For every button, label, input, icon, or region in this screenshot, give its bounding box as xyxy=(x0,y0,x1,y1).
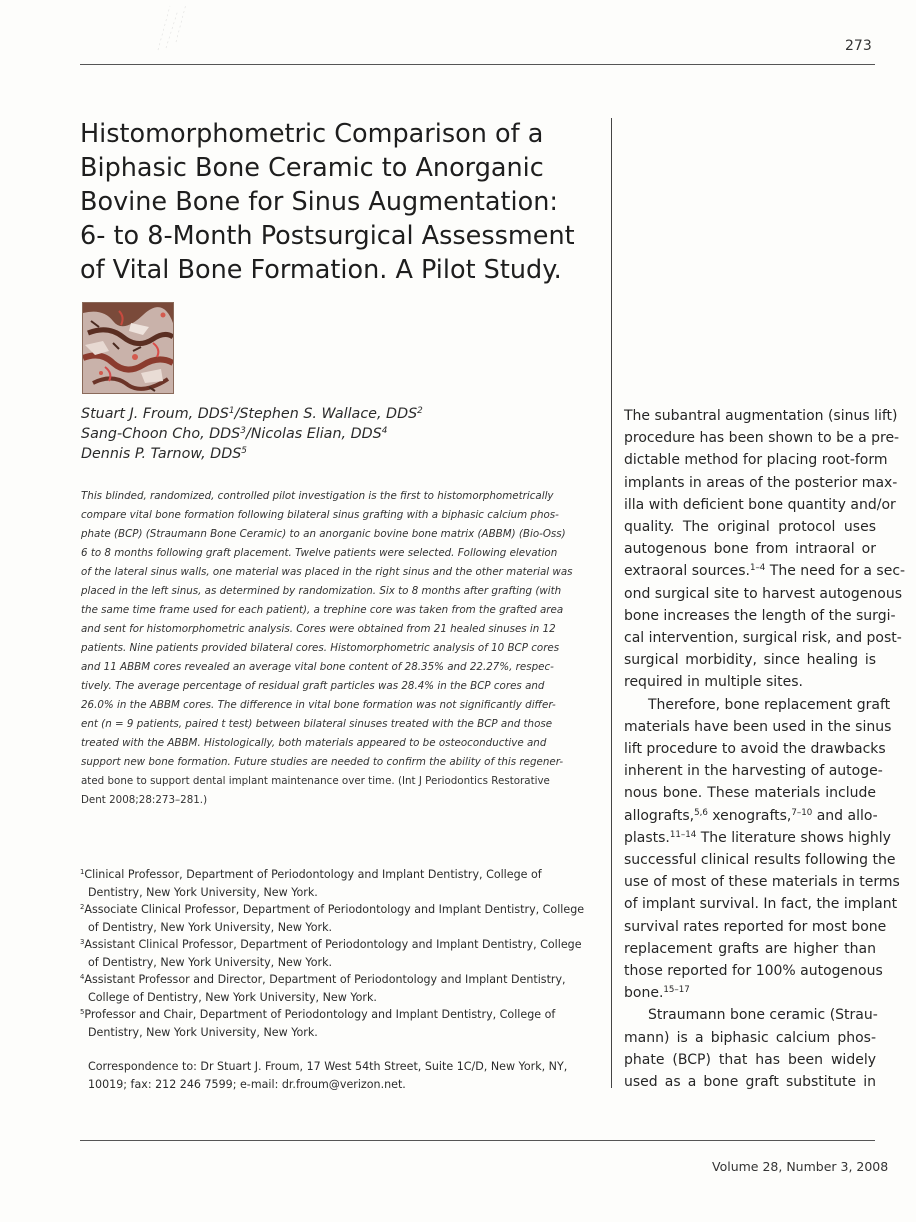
abstract-line: of the lateral sinus walls, one material was placed in the right sinus and the other material was xyxy=(81,566,573,578)
body-line: surgical morbidity, since healing is xyxy=(624,652,876,669)
abstract-line: 26.0% in the ABBM cores. The difference in vital bone formation was not significantly differ- xyxy=(81,699,556,711)
body-line: The subantral augmentation (sinus lift) xyxy=(624,408,898,424)
abstract-line: and sent for histomorphometric analysis. Cores were obtained from 21 healed sinuses in 12 xyxy=(81,623,556,635)
body-line: bone increases the length of the surgi- xyxy=(624,607,896,624)
body-line: cal intervention, surgical risk, and post- xyxy=(624,630,902,647)
abstract-line: the same time frame used for each patient), a trephine core was taken from the grafted area xyxy=(81,604,564,616)
body-line: replacement grafts are higher than xyxy=(624,940,876,957)
author-line: Sang-Choon Cho, DDS$^3$/Nicolas Elian, DDS$^4$ xyxy=(81,426,388,442)
correspondence-line: 10019; fax: 212 246 7599; e-mail: dr.froum@verizon.net. xyxy=(88,1078,406,1091)
abstract-line: compare vital bone formation following bilateral sinus grafting with a biphasic calcium phos- xyxy=(81,509,559,521)
title-line: Bovine Bone for Sinus Augmentation: xyxy=(80,187,558,217)
abstract-line: 6 to 8 months following graft placement. Twelve patients were selected. Following elevation xyxy=(81,547,558,559)
header-rule xyxy=(80,64,875,65)
affiliation-entry: $^4$Assistant Professor and Director, Department of Periodontology and Implant Dentistry, College of Dentistry, New York University, New York. xyxy=(80,973,566,1004)
body-line: ond surgical site to harvest autogenous xyxy=(624,585,903,602)
body-line: survival rates reported for most bone xyxy=(624,918,887,935)
abstract-line: This blinded, randomized, controlled pilot investigation is the first to histomorphometrically xyxy=(81,490,554,502)
author-line: Stuart J. Froum, DDS$^1$/Stephen S. Wallace, DDS$^2$ xyxy=(81,406,423,422)
body-line: phate (BCP) that has been widely xyxy=(624,1051,876,1068)
column-divider xyxy=(611,118,612,1088)
body-line: successful clinical results following the xyxy=(624,852,896,869)
abstract-line: patients. Nine patients provided bilateral cores. Histomorphometric analysis of 10 BCP cores xyxy=(81,642,560,654)
body-line: use of most of these materials in terms xyxy=(624,874,900,891)
body-line: those reported for 100% autogenous xyxy=(624,963,883,980)
body-line: materials have been used in the sinus xyxy=(624,718,892,735)
body-line: Therefore, bone replacement graft xyxy=(648,696,891,713)
abstract-line: Dent 2008;28:273–281.) xyxy=(81,794,208,806)
abstract-line: placed in the left sinus, as determined by randomization. Six to 8 months after grafting (with xyxy=(81,585,562,597)
body-line: required in multiple sites. xyxy=(624,674,803,691)
affiliation-entry: $^3$Assistant Clinical Professor, Department of Periodontology and Implant Dentistry, College of Dentistry, New York University, New York. xyxy=(80,938,582,969)
article-title xyxy=(80,117,600,287)
body-line: nous bone. These materials include xyxy=(624,785,876,802)
abstract-line: ent (n = 9 patients, paired t test) between bilateral sinuses treated with the BCP and those xyxy=(81,718,553,730)
correspondence xyxy=(88,1058,598,1094)
body-line: mann) is a biphasic calcium phos- xyxy=(624,1029,876,1046)
author-list xyxy=(81,404,591,464)
body-line: of implant survival. In fact, the implant xyxy=(624,896,898,913)
affiliation-entry: $^2$Associate Clinical Professor, Department of Periodontology and Implant Dentistry, College of Dentistry, New York University, New York. xyxy=(80,903,585,934)
histology-image xyxy=(83,303,173,393)
abstract-line: and 11 ABBM cores revealed an average vital bone content of 28.35% and 22.27%, respec- xyxy=(81,661,554,673)
body-line: used as a bone graft substitute in xyxy=(624,1074,876,1091)
body-line: extraoral sources.$^{1-4}$ The need for a sec- xyxy=(624,563,906,580)
title-line: Histomorphometric Comparison of a xyxy=(80,119,544,149)
body-line: Straumann bone ceramic (Strau- xyxy=(648,1007,878,1024)
affiliation-entry: $^1$Clinical Professor, Department of Periodontology and Implant Dentistry, College of Dentistry, New York University, New York. xyxy=(80,868,542,899)
abstract-line: support new bone formation. Future studies are needed to confirm the ability of this regener- xyxy=(81,756,564,768)
abstract-line: phate (BCP) (Straumann Bone Ceramic) to an anorganic bovine bone matrix (ABBM) (Bio-Oss) xyxy=(81,528,566,540)
abstract-line: treated with the ABBM. Histologically, both materials appeared to be osteoconductive and xyxy=(81,737,547,749)
body-line: inherent in the harvesting of autoge- xyxy=(624,763,883,780)
histology-thumbnail xyxy=(82,302,174,394)
body-line: procedure has been shown to be a pre- xyxy=(624,430,900,447)
title-line: Biphasic Bone Ceramic to Anorganic xyxy=(80,153,544,183)
page-number: 273 xyxy=(845,38,872,54)
author-line: Dennis P. Tarnow, DDS$^5$ xyxy=(81,446,247,462)
correspondence-line: Correspondence to: Dr Stuart J. Froum, 17 West 54th Street, Suite 1C/D, New York, NY, xyxy=(88,1060,568,1073)
abstract-line: ated bone to support dental implant maintenance over time. (Int J Periodontics Restorative xyxy=(81,775,550,787)
affiliations xyxy=(80,866,600,1041)
scan-mark-decoration xyxy=(148,2,198,52)
abstract xyxy=(81,487,601,810)
body-line: dictable method for placing root-form xyxy=(624,452,888,469)
body-line: quality. The original protocol uses xyxy=(624,519,876,536)
body-text-column xyxy=(624,405,906,1093)
affiliation-entry: $^5$Professor and Chair, Department of Periodontology and Implant Dentistry, College of Dentistry, New York University, New York. xyxy=(80,1008,556,1039)
body-line: plasts.$^{11-14}$ The literature shows highly xyxy=(624,829,891,846)
title-line: of Vital Bone Formation. A Pilot Study. xyxy=(80,255,562,285)
body-line: autogenous bone from intraoral or xyxy=(624,541,876,558)
abstract-line: tively. The average percentage of residual graft particles was 28.4% in the BCP cores and xyxy=(81,680,545,692)
body-line: lift procedure to avoid the drawbacks xyxy=(624,741,886,758)
title-line: 6- to 8-Month Postsurgical Assessment xyxy=(80,221,575,251)
footer-rule xyxy=(80,1140,875,1141)
body-line: illa with deficient bone quantity and/or xyxy=(624,496,896,513)
body-line: bone.$^{15-17}$ xyxy=(624,985,690,1002)
body-line: allografts,$^{5,6}$ xenografts,$^{7-10}$ and allo- xyxy=(624,807,878,824)
journal-issue: Volume 28, Number 3, 2008 xyxy=(712,1159,889,1174)
body-line: implants in areas of the posterior max- xyxy=(624,474,898,491)
